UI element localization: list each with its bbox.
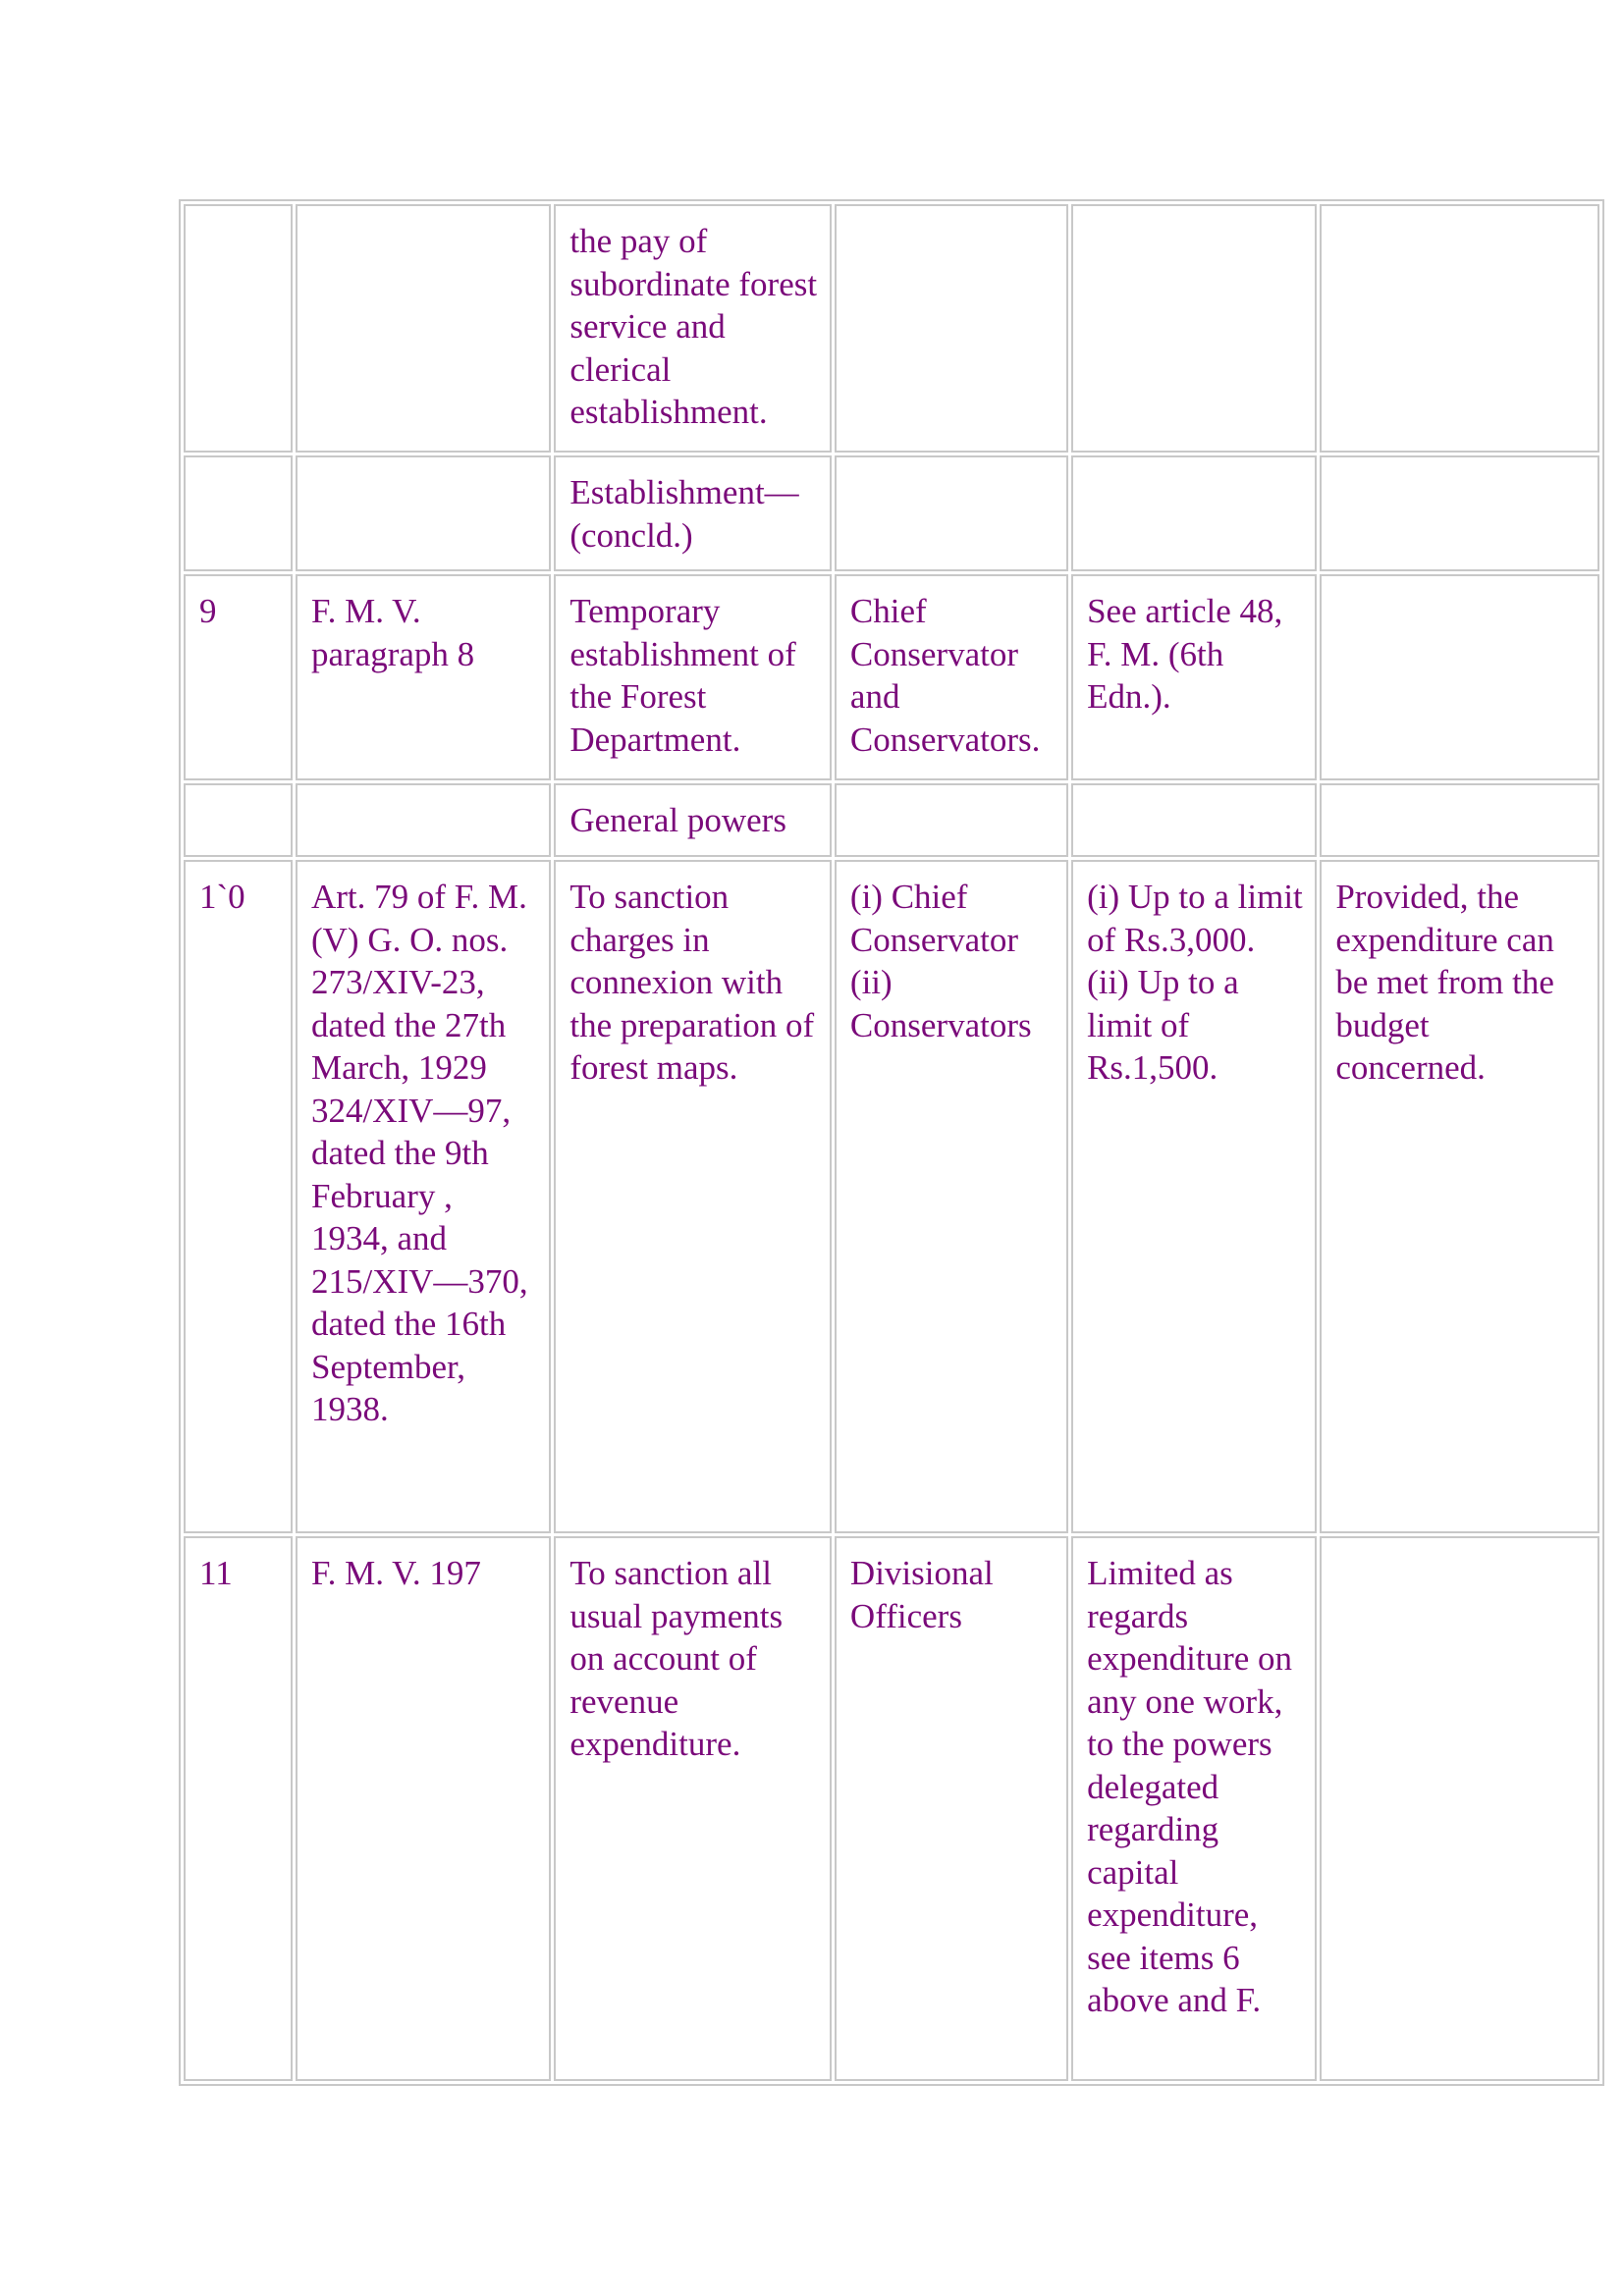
extent-text: See article 48, F. M. (6th Edn.). xyxy=(1087,592,1283,716)
item-number-cell xyxy=(184,204,293,453)
authority-text: Divisional Officers xyxy=(849,1554,994,1635)
nature-of-power-cell xyxy=(554,860,832,1533)
authority-cell xyxy=(835,455,1068,571)
authority-cell xyxy=(835,574,1068,780)
reference-cell xyxy=(296,860,551,1533)
extent-cell xyxy=(1071,574,1317,780)
item-number-cell xyxy=(184,1536,293,2081)
table-row xyxy=(184,204,1599,453)
remarks-cell xyxy=(1320,1536,1599,2081)
reference-text: Art. 79 of F. M. (V) G. O. nos. 273/XIV-23, dated the 27th March, 1929 324/XIV—97, dated the 9th February , 1934, and 215/XIV—370, dated the 16th September, 1938. xyxy=(311,878,528,1428)
authority-text: Chief Conservator and Conservators. xyxy=(849,592,1041,759)
authority-cell xyxy=(835,783,1068,857)
nature-of-power-text: the pay of subordinate forest service and clerical establishment. xyxy=(569,222,818,431)
reference-cell xyxy=(296,1536,551,2081)
authority-cell xyxy=(835,204,1068,453)
remarks-cell xyxy=(1320,860,1599,1533)
extent-cell xyxy=(1071,204,1317,453)
section-heading: Establishment— (concld.) xyxy=(569,473,799,555)
table-row xyxy=(184,574,1599,780)
remarks-cell xyxy=(1320,783,1599,857)
authority-cell xyxy=(835,860,1068,1533)
reference-cell xyxy=(296,455,551,571)
item-number-cell xyxy=(184,574,293,780)
item-number: 11 xyxy=(199,1554,233,1592)
reference-cell xyxy=(296,783,551,857)
extent-cell xyxy=(1071,455,1317,571)
extent-text: Limited as regards expenditure on any one work, to the powers delegated regarding capital expenditure, see items 6 above and F. xyxy=(1087,1554,1293,2019)
extent-cell xyxy=(1071,860,1317,1533)
nature-of-power-text: To sanction all usual payments on account of revenue expenditure. xyxy=(569,1554,784,1763)
reference-cell xyxy=(296,204,551,453)
authority-cell xyxy=(835,1536,1068,2081)
nature-of-power-text: Temporary establishment of the Forest Department. xyxy=(569,592,796,759)
remarks-cell xyxy=(1320,455,1599,571)
nature-of-power-cell xyxy=(554,574,832,780)
item-number: 9 xyxy=(199,592,217,630)
extent-cell xyxy=(1071,1536,1317,2081)
reference-cell xyxy=(296,574,551,780)
table-row xyxy=(184,783,1599,857)
reference-text: F. M. V. 197 xyxy=(311,1554,481,1592)
section-heading-cell xyxy=(554,783,832,857)
table-row xyxy=(184,860,1599,1533)
nature-of-power-cell xyxy=(554,204,832,453)
item-number: 1`0 xyxy=(199,878,245,916)
remarks-cell xyxy=(1320,574,1599,780)
remarks-text: Provided, the expenditure can be met from the budget concerned. xyxy=(1335,878,1554,1087)
authority-text: (i) Chief Conservator (ii) Conservators xyxy=(849,878,1032,1044)
item-number-cell xyxy=(184,860,293,1533)
table-row xyxy=(184,455,1599,571)
nature-of-power-cell xyxy=(554,1536,832,2081)
powers-table xyxy=(179,199,1604,2086)
section-heading: General powers xyxy=(569,801,786,839)
nature-of-power-text: To sanction charges in connexion with the preparation of forest maps. xyxy=(569,878,815,1087)
item-number-cell xyxy=(184,455,293,571)
extent-text: (i) Up to a limit of Rs.3,000. (ii) Up to a limit of Rs.1,500. xyxy=(1087,878,1303,1087)
table-row xyxy=(184,1536,1599,2081)
extent-cell xyxy=(1071,783,1317,857)
reference-text: F. M. V. paragraph 8 xyxy=(311,592,475,673)
section-heading-cell xyxy=(554,455,832,571)
remarks-cell xyxy=(1320,204,1599,453)
item-number-cell xyxy=(184,783,293,857)
